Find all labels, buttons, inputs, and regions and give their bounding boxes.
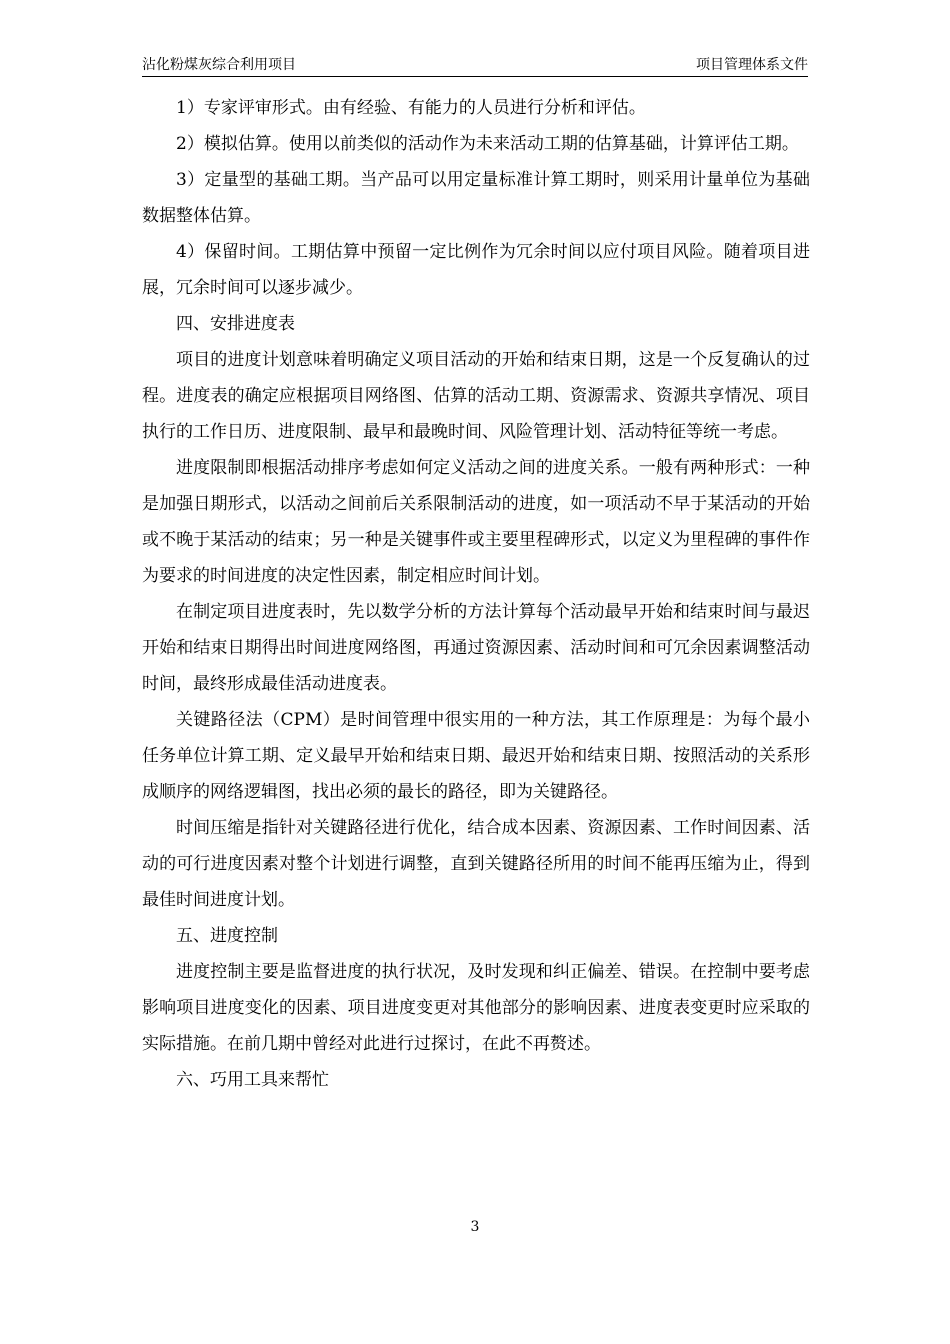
section-heading-tools: 六、巧用工具来帮忙: [176, 1070, 329, 1090]
page-header: [142, 54, 808, 77]
paragraph-schedule-development: 在制定项目进度表时，先以数学分析的方法计算每个活动最早开始和结束时间与最迟开始和结束日期得出时间进度网络图，再通过资源因素、活动时间和可冗余因素调整活动时间，最终形成最佳活动进度表。: [142, 602, 810, 694]
paragraph-schedule-control: 进度控制主要是监督进度的执行状况，及时发现和纠正偏差、错误。在控制中要考虑影响项目进度变化的因素、项目进度变更对其他部分的影响因素、进度表变更时应采取的实际措施。在前几期中曾经对此进行过探讨，在此不再赘述。: [142, 962, 810, 1054]
section-heading-control: 五、进度控制: [176, 926, 278, 946]
header-project-name: 沾化粉煤灰综合利用项目: [142, 57, 296, 73]
page-number: 3: [470, 1219, 480, 1235]
section-heading-schedule: 四、安排进度表: [176, 314, 295, 334]
header-document-type: 项目管理体系文件: [696, 57, 808, 73]
paragraph-schedule-constraints: 进度限制即根据活动排序考虑如何定义活动之间的进度关系。一般有两种形式：一种是加强日期形式，以活动之间前后关系限制活动的进度，如一项活动不早于某活动的开始或不晚于某活动的结束；另一种是关键事件或主要里程碑形式，以定义为里程碑的事件作为要求的时间进度的决定性因素，制定相应时间计划。: [142, 458, 810, 586]
document-body: [142, 90, 810, 1098]
paragraph-critical-path: 关键路径法（CPM）是时间管理中很实用的一种方法，其工作原理是：为每个最小任务单位计算工期、定义最早开始和结束日期、最迟开始和结束日期、按照活动的关系形成顺序的网络逻辑图，找出必须的最长的路径，即为关键路径。: [142, 710, 810, 802]
paragraph-quantitative-duration: 3）定量型的基础工期。当产品可以用定量标准计算工期时，则采用计量单位为基础数据整体估算。: [142, 170, 810, 226]
paragraph-schedule-plan: 项目的进度计划意味着明确定义项目活动的开始和结束日期，这是一个反复确认的过程。进度表的确定应根据项目网络图、估算的活动工期、资源需求、资源共享情况、项目执行的工作日历、进度限制、最早和最晚时间、风险管理计划、活动特征等统一考虑。: [142, 350, 810, 442]
paragraph-expert-review: 1）专家评审形式。由有经验、有能力的人员进行分析和评估。: [176, 98, 646, 118]
paragraph-time-compression: 时间压缩是指针对关键路径进行优化，结合成本因素、资源因素、工作时间因素、活动的可行进度因素对整个计划进行调整，直到关键路径所用的时间不能再压缩为止，得到最佳时间进度计划。: [142, 818, 810, 910]
paragraph-analog-estimate: 2）模拟估算。使用以前类似的活动作为未来活动工期的估算基础，计算评估工期。: [176, 134, 799, 154]
paragraph-reserve-time: 4）保留时间。工期估算中预留一定比例作为冗余时间以应付项目风险。随着项目进展，冗余时间可以逐步减少。: [142, 242, 810, 298]
